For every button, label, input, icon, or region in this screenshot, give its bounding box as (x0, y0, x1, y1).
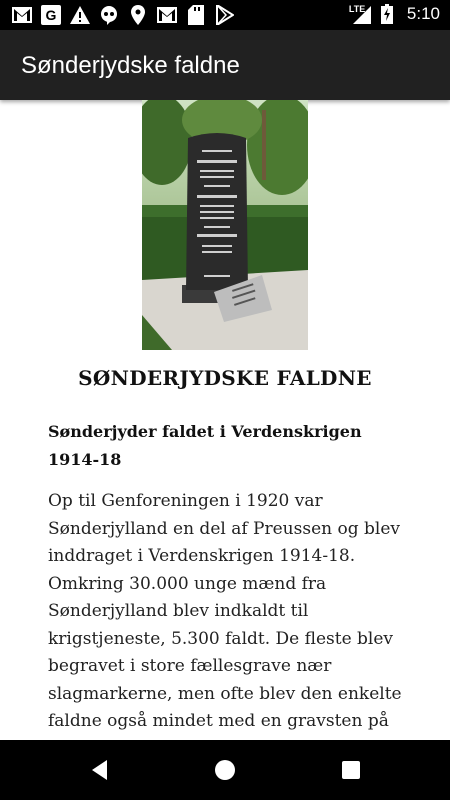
gmail-icon (12, 5, 32, 25)
article-body: Op til Genforeningen i 1920 var Sønderjylland en del af Preussen og blev inddraget i Verdenskrigen 1914-18. Omkring 30.000 unge mænd fra Sønderjylland blev indkaldt til krigstjeneste, 5.300 faldt. De fleste blev begravet i store fællesgrave nær slagmarkerne, men ofte blev den enkelte faldne også mindet med en gravsten på (48, 491, 402, 731)
recents-icon[interactable] (339, 758, 363, 782)
g-news-icon (41, 5, 61, 25)
warning-icon (70, 5, 90, 25)
gravestone-photo (142, 100, 308, 350)
sd-card-icon (186, 5, 206, 25)
app-bar (0, 30, 450, 100)
back-icon[interactable] (89, 758, 113, 782)
app-title: Sønderjydske faldne (21, 52, 240, 79)
page-title: SØNDERJYDSKE FALDNE (78, 366, 372, 390)
network-label: LTE (348, 4, 366, 14)
status-bar (0, 0, 450, 30)
signal-icon (349, 4, 371, 24)
home-icon[interactable] (213, 758, 237, 782)
navigation-bar (0, 740, 450, 800)
svg-text:G: G (45, 7, 57, 23)
mail-icon (157, 5, 177, 25)
battery-charging-icon (377, 4, 397, 24)
notification-icons (12, 5, 235, 25)
system-status (349, 4, 440, 24)
clock: 5:10 (406, 4, 440, 23)
play-store-icon (215, 5, 235, 25)
article-content[interactable] (0, 100, 450, 740)
hangouts-icon (99, 5, 119, 25)
location-icon (128, 5, 148, 25)
section-heading: Sønderjyder faldet i Verdenskrigen 1914-18 (48, 422, 362, 469)
